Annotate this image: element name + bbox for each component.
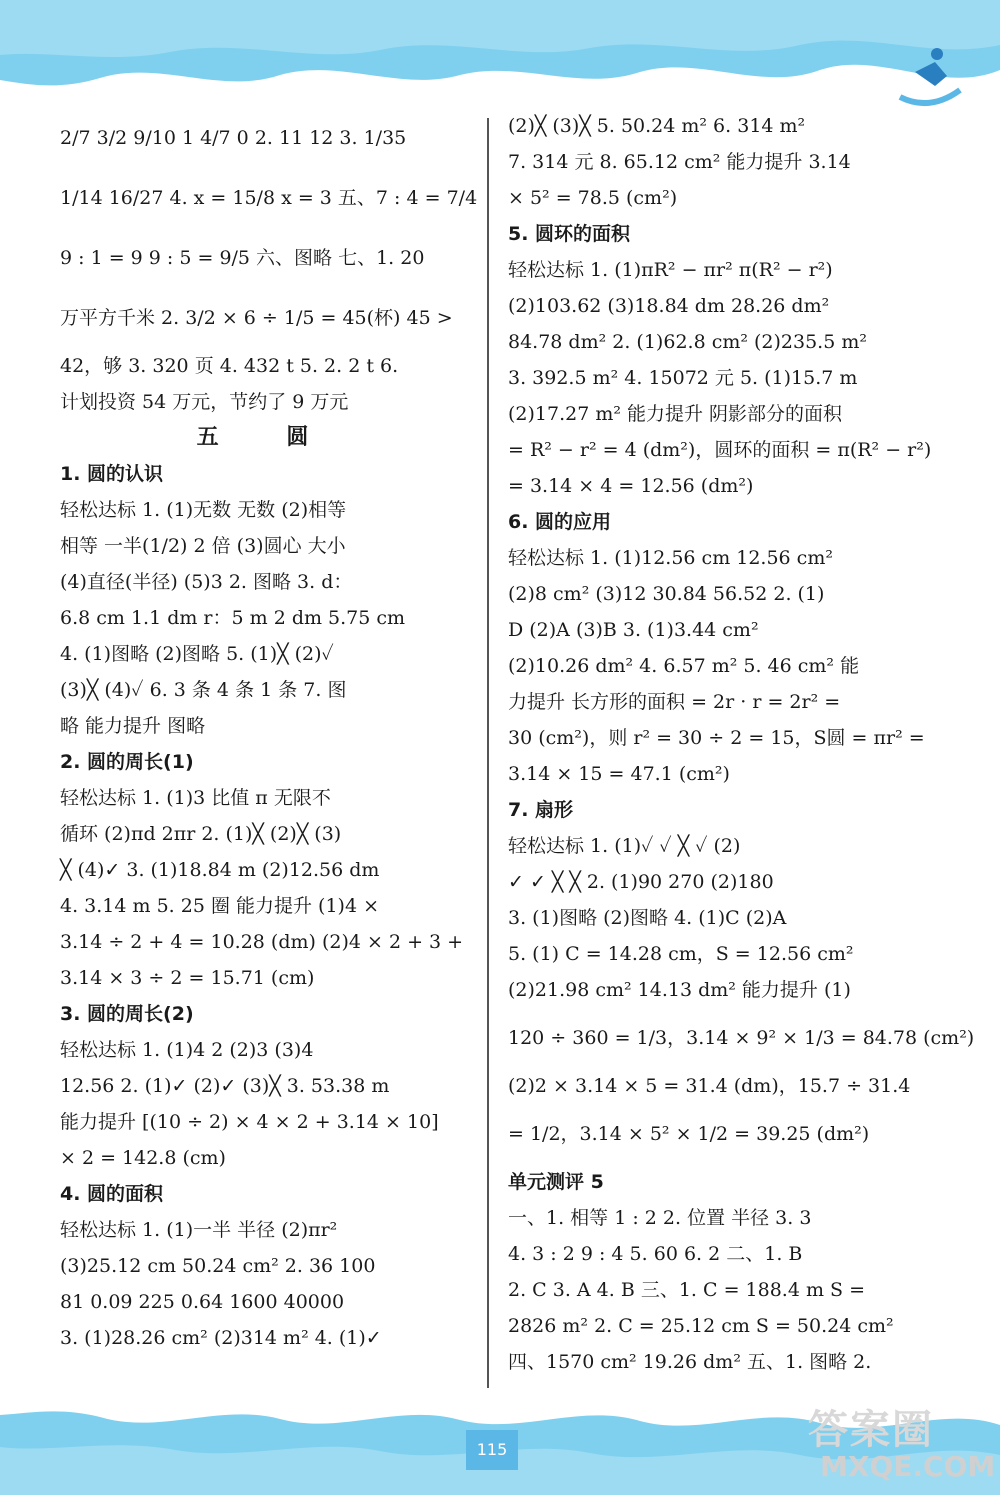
answer-line: 万平方千米 2. 3/2 × 6 ÷ 1/5 = 45(杯) 45 >	[60, 307, 453, 329]
answer-line: 3.14 ÷ 2 + 4 = 10.28 (dm) (2)4 × 2 + 3 +	[60, 931, 464, 953]
answer-line: × 5² = 78.5 (cm²)	[508, 187, 678, 209]
answer-line: = R² − r² = 4 (dm²)，圆环的面积 = π(R² − r²)	[508, 439, 932, 461]
answer-line: 42，够 3. 320 页 4. 432 t 5. 2. 2 t 6.	[60, 355, 399, 377]
answer-line: (2)10.26 dm² 4. 6.57 m² 5. 46 cm² 能	[508, 655, 860, 677]
answer-line: (2)103.62 (3)18.84 dm 28.26 dm²	[508, 295, 830, 317]
answer-line: (3)╳ (4)✓ 6. 3 条 4 条 1 条 7. 图	[60, 679, 347, 701]
answer-line: 2826 m² 2. C = 25.12 cm S = 50.24 cm²	[508, 1315, 894, 1337]
section-heading: 1. 圆的认识	[60, 463, 164, 485]
answer-line: × 2 = 142.8 (cm)	[60, 1147, 226, 1169]
section-heading: 5. 圆环的面积	[508, 223, 631, 245]
answer-line: = 3.14 × 4 = 12.56 (dm²)	[508, 475, 754, 497]
answer-line: 轻松达标 1. (1)πR² − πr² π(R² − r²)	[508, 259, 833, 281]
watermark	[808, 1398, 996, 1490]
answer-line: ✓ ✓ ╳ ╳ 2. (1)90 270 (2)180	[508, 871, 774, 893]
answer-line: 3. (1)图略 (2)图略 4. (1)C (2)A	[508, 907, 787, 929]
answer-line: 2/7 3/2 9/10 1 4/7 0 2. 11 12 3. 1/35	[60, 127, 407, 149]
answer-line: D (2)A (3)B 3. (1)3.44 cm²	[508, 619, 759, 641]
watermark-cn: 答案圈	[808, 1407, 934, 1453]
answer-line: 略 能力提升 图略	[60, 715, 206, 737]
answer-line: 30 (cm²)，则 r² = 30 ÷ 2 = 15，S圆 = πr² =	[508, 727, 925, 749]
answer-line: 轻松达标 1. (1)一半 半径 (2)πr²	[60, 1219, 338, 1241]
answer-line: 相等 一半(1/2) 2 倍 (3)圆心 大小	[60, 535, 346, 557]
answer-line: 2. C 3. A 4. B 三、1. C = 188.4 m S =	[508, 1279, 866, 1301]
answer-line: 循环 (2)πd 2πr 2. (1)╳ (2)╳ (3)	[60, 823, 342, 845]
answer-line: 轻松达标 1. (1)✓ ✓ ╳ ✓ (2)	[508, 835, 741, 857]
answer-line: 6.8 cm 1.1 dm r：5 m 2 dm 5.75 cm	[60, 607, 406, 629]
answer-line: ╳ (4)✓ 3. (1)18.84 m (2)12.56 dm	[60, 859, 380, 881]
answer-line: (2)2 × 3.14 × 5 = 31.4 (dm)，15.7 ÷ 31.4	[508, 1075, 911, 1097]
answer-line: 4. 3 : 2 9 : 4 5. 60 6. 2 二、1. B	[508, 1243, 803, 1265]
watermark-en: MXQE.COM	[820, 1450, 996, 1483]
section-heading: 4. 圆的面积	[60, 1183, 164, 1205]
answer-line: 3. (1)28.26 cm² (2)314 m² 4. (1)✓	[60, 1327, 382, 1349]
answer-line: 4. 3.14 m 5. 25 圈 能力提升 (1)4 ×	[60, 895, 379, 917]
section-heading: 单元测评 5	[508, 1171, 604, 1193]
section-heading: 2. 圆的周长(1)	[60, 751, 194, 773]
answer-line: 1/14 16/27 4. x = 15/8 x = 3 五、7 : 4 = 7/4	[60, 187, 478, 209]
page-number: 115	[466, 1430, 518, 1470]
answer-line: 力提升 长方形的面积 = 2r · r = 2r² =	[508, 691, 841, 713]
answer-line: (4)直径(半径) (5)3 2. 图略 3. d：	[60, 571, 353, 593]
chapter-title: 五 圆	[196, 425, 339, 450]
answer-line: 计划投资 54 万元，节约了 9 万元	[60, 391, 349, 413]
right-answer-column	[508, 108, 975, 1380]
answer-line: (3)25.12 cm 50.24 cm² 2. 36 100	[60, 1255, 376, 1277]
section-heading: 6. 圆的应用	[508, 511, 612, 533]
section-heading: 7. 扇形	[508, 799, 574, 821]
top-wave-decoration	[0, 0, 1000, 110]
answer-line: 9 : 1 = 9 9 : 5 = 9/5 六、图略 七、1. 20	[60, 247, 425, 269]
skier-logo-icon	[895, 42, 965, 112]
answer-line: 轻松达标 1. (1)4 2 (2)3 (3)4	[60, 1039, 314, 1061]
answer-line: 一、1. 相等 1 : 2 2. 位置 半径 3. 3	[508, 1207, 812, 1229]
answer-line: 能力提升 [(10 ÷ 2) × 4 × 2 + 3.14 × 10]	[60, 1111, 439, 1133]
answer-line: (2)17.27 m² 能力提升 阴影部分的面积	[508, 403, 843, 425]
answer-line: 120 ÷ 360 = 1/3，3.14 × 9² × 1/3 = 84.78 (cm²)	[508, 1027, 975, 1049]
answer-line: 轻松达标 1. (1)3 比值 π 无限不	[60, 787, 331, 809]
answer-line: 3. 392.5 m² 4. 15072 元 5. (1)15.7 m	[508, 367, 858, 389]
answer-line: 3.14 × 15 = 47.1 (cm²)	[508, 763, 730, 785]
section-heading: 3. 圆的周长(2)	[60, 1003, 194, 1025]
answer-line: (2)╳ (3)╳ 5. 50.24 m² 6. 314 m²	[508, 115, 806, 137]
answer-line: 12.56 2. (1)✓ (2)✓ (3)╳ 3. 53.38 m	[60, 1075, 390, 1097]
answer-line: 7. 314 元 8. 65.12 cm² 能力提升 3.14	[508, 151, 851, 173]
answer-line: 四、1570 cm² 19.26 dm² 五、1. 图略 2.	[508, 1351, 872, 1373]
answer-line: 轻松达标 1. (1)无数 无数 (2)相等	[60, 499, 347, 521]
answer-line: 5. (1) C = 14.28 cm，S = 12.56 cm²	[508, 943, 854, 965]
answer-line: (2)21.98 cm² 14.13 dm² 能力提升 (1)	[508, 979, 851, 1001]
answer-line: 3.14 × 3 ÷ 2 = 15.71 (cm)	[60, 967, 315, 989]
answer-line: (2)8 cm² (3)12 30.84 56.52 2. (1)	[508, 583, 825, 605]
answer-line: 轻松达标 1. (1)12.56 cm 12.56 cm²	[508, 547, 833, 569]
answer-line: = 1/2，3.14 × 5² × 1/2 = 39.25 (dm²)	[508, 1123, 870, 1145]
left-answer-column	[60, 108, 478, 1356]
answer-line: 4. (1)图略 (2)图略 5. (1)╳ (2)✓	[60, 643, 334, 665]
answer-line: 81 0.09 225 0.64 1600 40000	[60, 1291, 345, 1313]
column-divider	[487, 118, 489, 1388]
answer-line: 84.78 dm² 2. (1)62.8 cm² (2)235.5 m²	[508, 331, 867, 353]
